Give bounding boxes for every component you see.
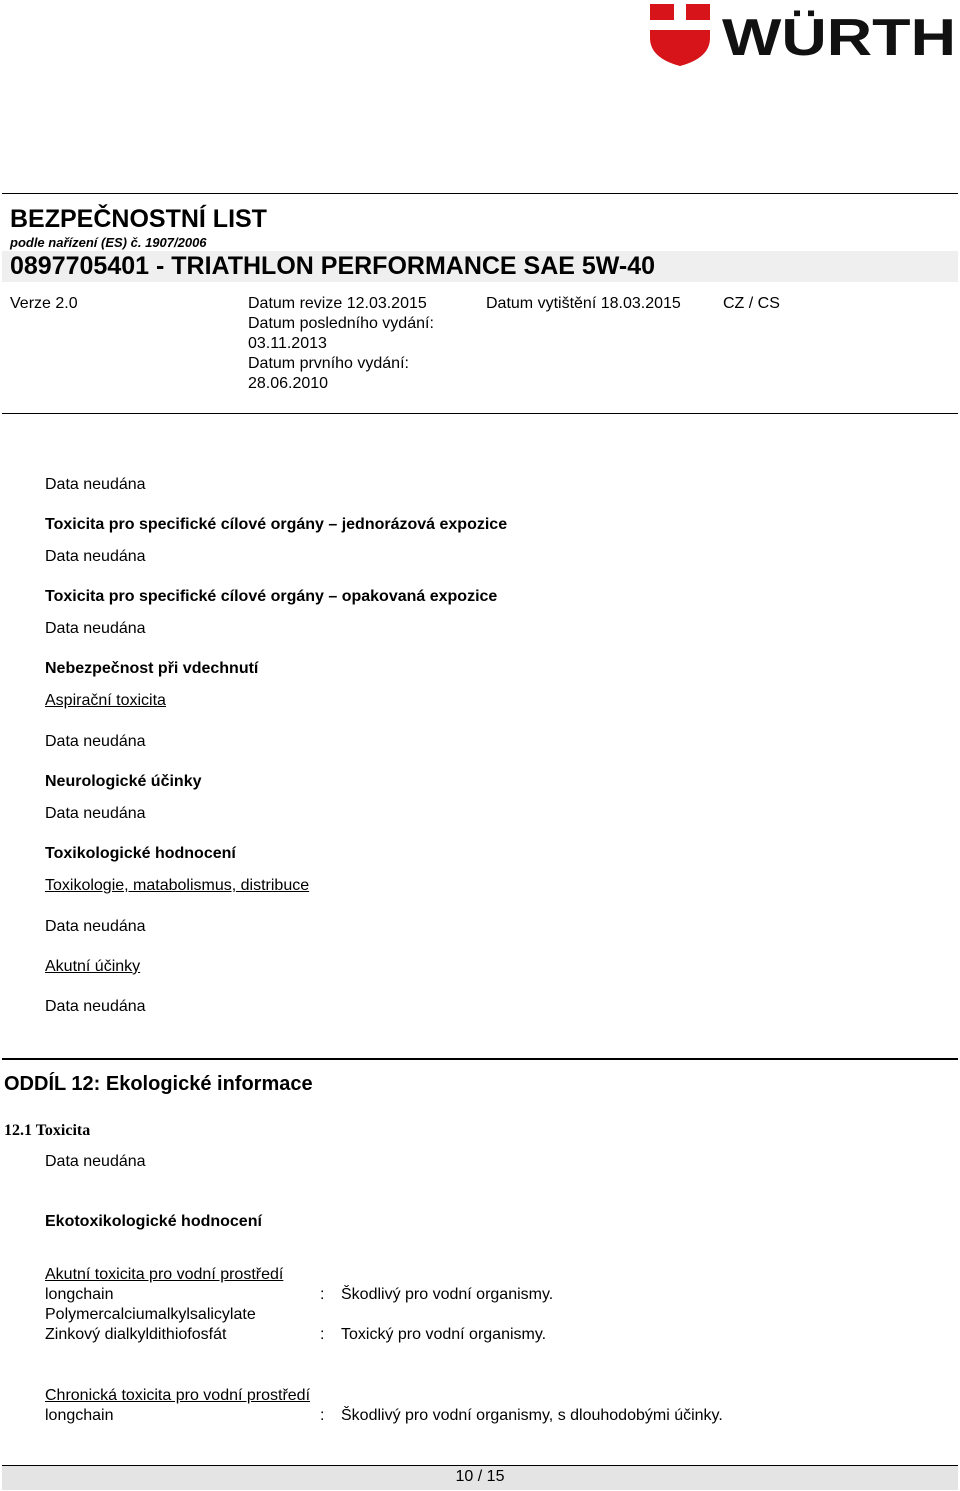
document-title: BEZPEČNOSTNÍ LIST (10, 205, 267, 233)
no-data-text: Data neudána (45, 476, 146, 493)
row-separator: : (320, 1286, 325, 1303)
hazard-statement: Toxický pro vodní organismy. (341, 1326, 547, 1343)
wurth-logo (648, 0, 958, 68)
section-12-title: ODDÍL 12: Ekologické informace (4, 1073, 313, 1095)
version: Verze 2.0 (10, 295, 78, 312)
revision-date: Datum revize 12.03.2015 (248, 295, 427, 312)
tox-eval-subheading: Toxikologie, matabolismus, distribuce (45, 877, 310, 894)
aspiration-heading: Nebezpečnost při vdechnutí (45, 660, 259, 677)
no-data-text: Data neudána (45, 918, 146, 935)
substance-name: longchain (45, 1407, 114, 1424)
no-data-text: Data neudána (45, 733, 146, 750)
neuro-heading: Neurologické účinky (45, 773, 202, 790)
revision-block (248, 294, 478, 394)
first-issue-label: Datum prvního vydání: (248, 355, 409, 372)
header-bottom-rule (2, 413, 958, 414)
acute-aquatic-heading: Akutní toxicita pro vodní prostředí (45, 1266, 284, 1283)
aspiration-subheading: Aspirační toxicita (45, 692, 166, 709)
row-separator: : (320, 1326, 325, 1343)
substance-name: Zinkový dialkyldithiofosfát (45, 1326, 227, 1343)
print-date: Datum vytištění 18.03.2015 (486, 295, 681, 312)
page-number: 10 / 15 (455, 1468, 505, 1485)
hazard-statement: Škodlivý pro vodní organismy. (341, 1286, 554, 1303)
no-data-text: Data neudána (45, 998, 146, 1015)
no-data-text: Data neudána (45, 805, 146, 822)
row-separator: : (320, 1407, 325, 1424)
no-data-text: Data neudána (45, 620, 146, 637)
substance-name: Polymercalciumalkylsalicylate (45, 1306, 256, 1323)
substance-name: longchain (45, 1286, 114, 1303)
chronic-aquatic-heading: Chronická toxicita pro vodní prostředí (45, 1387, 311, 1404)
regulation-reference: podle nařízení (ES) č. 1907/2006 (10, 235, 207, 250)
stot-single-heading: Toxicita pro specifické cílové orgány – jednorázová expozice (45, 516, 508, 533)
subsection-toxicity: 12.1 Toxicita (4, 1122, 91, 1139)
no-data-text: Data neudána (45, 1153, 146, 1170)
section-rule (2, 1058, 958, 1060)
last-issue-date: 03.11.2013 (248, 335, 327, 352)
tox-eval-heading: Toxikologické hodnocení (45, 845, 236, 862)
wurth-logo-text: WÜRTH (722, 9, 956, 67)
hazard-statement: Škodlivý pro vodní organismy, s dlouhodobými účinky. (341, 1407, 723, 1424)
stot-repeated-heading: Toxicita pro specifické cílové orgány – opakovaná expozice (45, 588, 498, 605)
product-name: 0897705401 - TRIATHLON PERFORMANCE SAE 5W-40 (10, 252, 656, 280)
ecotox-heading: Ekotoxikologické hodnocení (45, 1213, 262, 1230)
locale: CZ / CS (723, 295, 780, 312)
last-issue-label: Datum posledního vydání: (248, 315, 434, 332)
no-data-text: Data neudána (45, 548, 146, 565)
first-issue-date: 28.06.2010 (248, 375, 329, 392)
header-top-rule (2, 193, 958, 194)
acute-effects-subheading: Akutní účinky (45, 958, 141, 975)
